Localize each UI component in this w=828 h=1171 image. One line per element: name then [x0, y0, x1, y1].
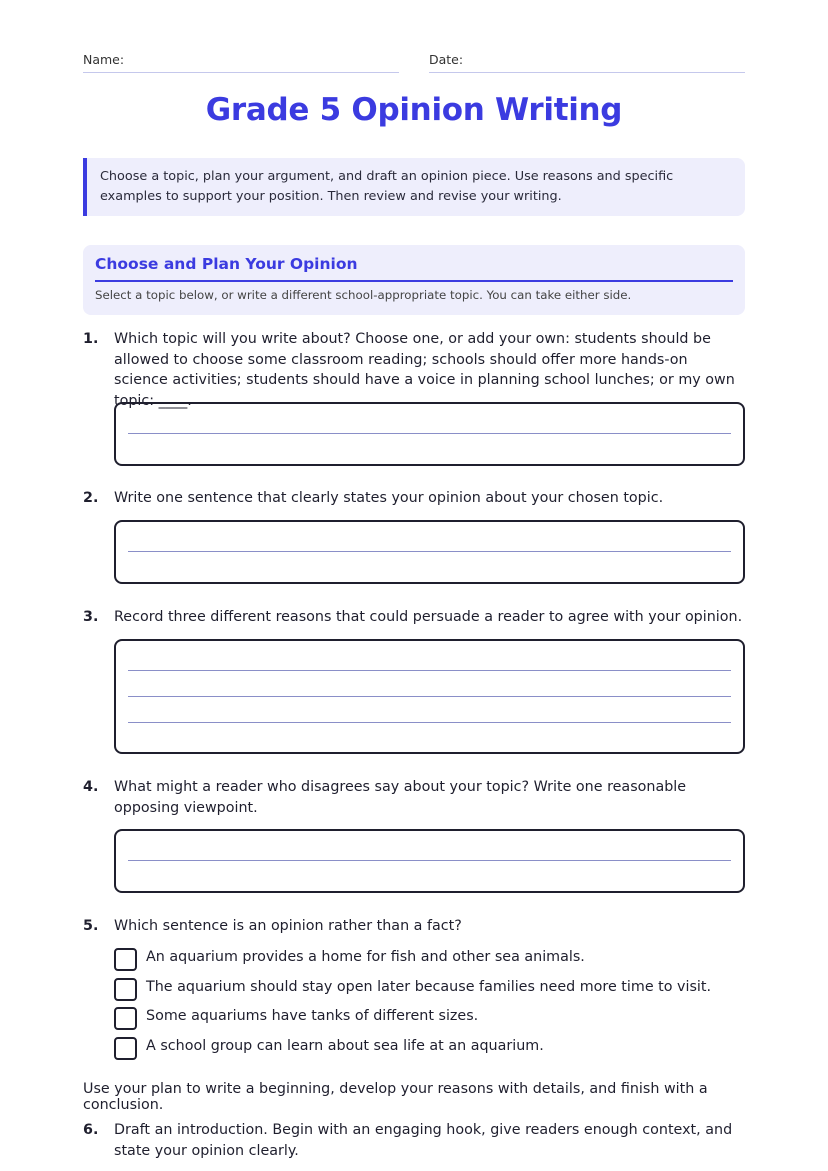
- intro-callout: Choose a topic, plan your argument, and draft an opinion piece. Use reasons and specific examples to support your position. Then review and revise your writing.: [83, 158, 745, 216]
- answer-box-2[interactable]: [114, 520, 745, 584]
- option-text: Some aquariums have tanks of different sizes.: [146, 1008, 479, 1024]
- date-label: Date:: [429, 52, 464, 67]
- option-text: An aquarium provides a home for fish and other sea animals.: [146, 949, 585, 965]
- question-5: [83, 916, 745, 937]
- writing-line: [128, 551, 731, 552]
- writing-line: [128, 696, 731, 697]
- name-field[interactable]: [83, 52, 399, 73]
- section-title: Choose and Plan Your Opinion: [95, 255, 733, 282]
- question-6: [83, 1120, 745, 1162]
- plan-instruction: Use your plan to write a beginning, develop your reasons with details, and finish with a conclusion.: [83, 1081, 708, 1113]
- page-title: Grade 5 Opinion Writing: [205, 92, 623, 128]
- writing-line: [128, 722, 731, 723]
- answer-box-3[interactable]: [114, 639, 745, 754]
- question-number: 3.: [83, 609, 99, 625]
- question-1: [83, 329, 745, 409]
- checkbox[interactable]: [114, 978, 137, 1001]
- question-number: 6.: [83, 1122, 99, 1138]
- choice-option-1[interactable]: [114, 948, 744, 972]
- choice-option-2[interactable]: [114, 978, 744, 1002]
- checkbox[interactable]: [114, 1037, 137, 1060]
- question-text: Write one sentence that clearly states your opinion about your chosen topic.: [114, 490, 664, 506]
- question-number: 1.: [83, 331, 99, 347]
- question-text: Which topic will you write about? Choose one, or add your own: students should be allowed to choose some classroom reading; schools should offer more hands-on science activities; students should have a voice in planning school lunches; or my own topic: ____.: [114, 331, 735, 409]
- question-3: [83, 607, 745, 628]
- answer-box-1[interactable]: [114, 402, 745, 466]
- question-2: [83, 488, 745, 509]
- section-subtitle: Select a topic below, or write a different school-appropriate topic. You can take either side.: [95, 288, 632, 302]
- question-number: 5.: [83, 918, 99, 934]
- name-label: Name:: [83, 52, 125, 67]
- question-number: 4.: [83, 779, 99, 795]
- question-text: What might a reader who disagrees say about your topic? Write one reasonable opposing viewpoint.: [114, 779, 687, 816]
- date-field[interactable]: [429, 52, 745, 73]
- choice-option-3[interactable]: [114, 1007, 744, 1031]
- option-text: The aquarium should stay open later because families need more time to visit.: [146, 979, 712, 995]
- option-text: A school group can learn about sea life at an aquarium.: [146, 1038, 544, 1054]
- answer-box-4[interactable]: [114, 829, 745, 893]
- question-text: Draft an introduction. Begin with an engaging hook, give readers enough context, and state your opinion clearly.: [114, 1122, 733, 1159]
- checkbox[interactable]: [114, 1007, 137, 1030]
- question-number: 2.: [83, 490, 99, 506]
- section-header: [83, 245, 745, 315]
- name-date-row: [83, 52, 745, 73]
- writing-line: [128, 860, 731, 861]
- checkbox[interactable]: [114, 948, 137, 971]
- writing-line: [128, 670, 731, 671]
- question-text: Record three different reasons that could persuade a reader to agree with your opinion.: [114, 609, 743, 625]
- question-text: Which sentence is an opinion rather than a fact?: [114, 918, 462, 934]
- choice-option-4[interactable]: [114, 1037, 744, 1061]
- question-4: [83, 777, 745, 819]
- writing-line: [128, 433, 731, 434]
